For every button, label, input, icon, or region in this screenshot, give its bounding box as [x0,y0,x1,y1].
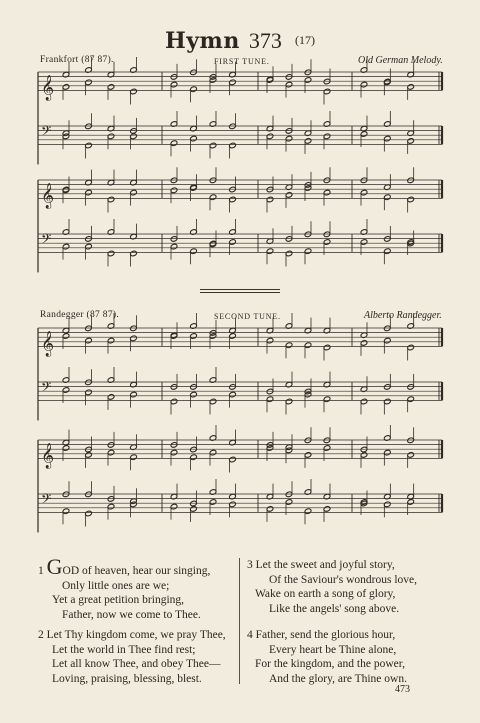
verse-2 [38,628,238,686]
second-tune-name: Randegger (87 87). [40,310,120,320]
verse-4-number: 4 [247,629,253,641]
hymn-number: 373 [248,28,282,53]
bass-clef: 𝄢 [41,123,52,142]
verse-3-line-2: Of the Saviour's wondrous love, [269,573,418,586]
hymn-title-word: Hymn [164,28,240,54]
verse-2-line-2: Let the world in Thee find rest; [52,643,196,656]
verse-4-line-2: Every heart be Thine alone, [269,643,397,656]
verse-1 [38,554,238,622]
verse-3-number: 3 [247,559,253,571]
verse-3-line-3: Wake on earth a song of glory, [255,588,396,600]
verse-1-line-4: Father, now we come to Thee. [62,608,201,621]
verse-3-line-4: Like the angels' song above. [269,602,400,615]
verse-divider [239,558,240,684]
first-tune-label: FIRST TUNE. [214,57,270,66]
verse-1-line-2: Only little ones are we; [62,579,170,592]
verse-2-number: 2 [38,629,44,641]
verse-1-line-3: Yet a great petition bringing, [52,594,185,606]
verse-4-line-1 [247,628,467,643]
verse-4-line-3: For the kingdom, and the power, [255,658,405,670]
verse-2-first-line: Let Thy kingdom come, we pray Thee, [46,629,226,641]
music-systems [38,57,442,532]
verse-2-line-3: Let all know Thee, and obey Thee— [52,658,221,670]
verse-4-line-4: And the glory, are Thine own. [269,672,407,685]
second-tune-composer: Alberto Randegger. [364,310,442,321]
verse-3-first-line: Let the sweet and joyful story, [255,559,395,571]
hymn-reference: (17) [295,33,316,47]
bass-clef: 𝄢 [41,491,52,510]
verse-1-number: 1 [38,565,44,577]
treble-clef: 𝄞 [41,331,55,357]
treble-clef: 𝄞 [41,443,55,469]
first-tune-composer: Old German Melody. [358,55,443,66]
verse-1-first-line: OD of heaven, hear our singing, [62,565,211,577]
bass-clef: 𝄢 [41,379,52,398]
verse-1-dropcap: G [46,554,63,579]
second-tune-label: SECOND TUNE. [214,312,281,321]
first-tune-name: Frankfort (87 87). [40,55,114,65]
verse-4 [247,628,467,686]
verse-1-line-1 [38,554,238,579]
verse-3 [247,558,467,616]
page-number: 473 [395,684,410,695]
treble-clef: 𝄞 [41,75,55,101]
verse-4-first-line: Father, send the glorious hour, [255,629,396,641]
treble-clef: 𝄞 [41,183,55,209]
verse-2-line-4: Loving, praising, blessing, blest. [52,672,202,685]
verse-3-line-1 [247,558,467,573]
bass-clef: 𝄢 [41,231,52,250]
verse-2-line-1 [38,628,238,643]
